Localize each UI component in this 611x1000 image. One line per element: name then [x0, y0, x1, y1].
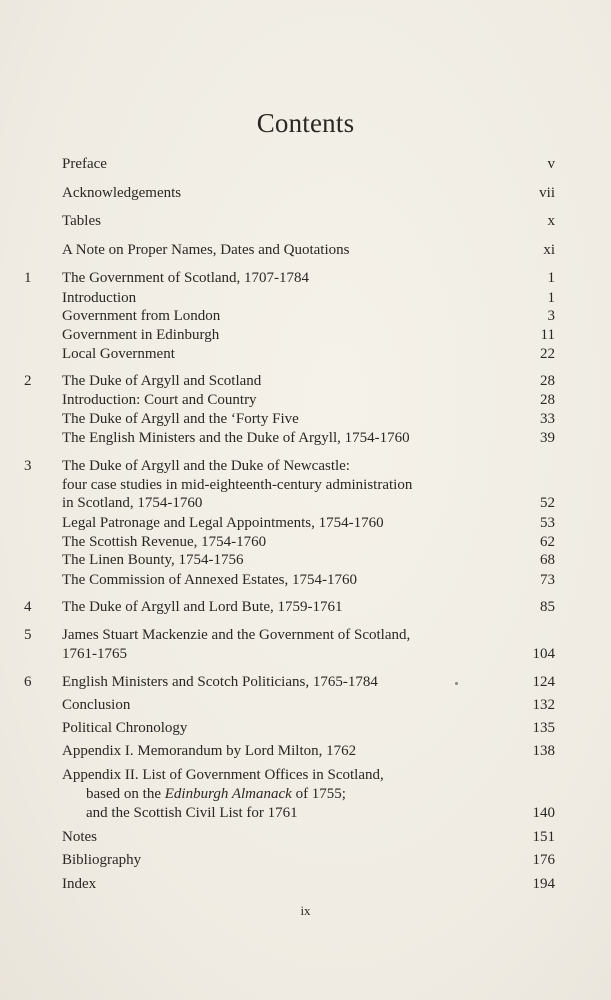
toc-entry-title: The English Ministers and the Duke of Argyll, 1754-1760 [62, 430, 410, 446]
almanack-title-italic: Edinburgh Almanack [164, 786, 292, 802]
toc-page-number: 62 [540, 534, 555, 550]
toc-entry-title: in Scotland, 1754-1760 [62, 495, 203, 511]
toc-entry-title: and the Scottish Civil List for 1761 [86, 805, 298, 821]
toc-entry-title: Government in Edinburgh [62, 327, 220, 343]
toc-page-number: 1 [547, 290, 555, 306]
toc-page-number: 176 [532, 852, 555, 868]
toc-entry-title: The Government of Scotland, 1707-1784 [62, 270, 310, 286]
toc-entry-title: Preface [62, 156, 107, 172]
toc-entry-title: four case studies in mid-eighteenth-century administration [62, 477, 413, 493]
toc-page-number: 22 [540, 346, 555, 362]
toc-page-number: 151 [532, 829, 555, 845]
chapter-number: 5 [24, 627, 32, 643]
toc-entry-title: James Stuart Mackenzie and the Government of Scotland, [62, 627, 411, 643]
toc-page-number: 11 [540, 327, 555, 343]
page-number: ix [300, 903, 311, 918]
toc-page-number: xi [543, 242, 555, 258]
toc-entry-title: Introduction: Court and Country [62, 392, 257, 408]
toc-entry-title: Appendix I. Memorandum by Lord Milton, 1762 [62, 743, 357, 759]
toc-page-number: 124 [532, 674, 555, 690]
toc-page-number: 1 [547, 270, 555, 286]
toc-entry-text-part: based on the [86, 786, 165, 802]
toc-entry-title: The Linen Bounty, 1754-1756 [62, 552, 244, 568]
toc-page-number: vii [539, 185, 555, 201]
chapter-number: 3 [24, 458, 32, 474]
toc-entry-title: Local Government [62, 346, 175, 362]
toc-page-number: 73 [540, 572, 555, 588]
chapter-number: 4 [24, 599, 32, 615]
toc-entry-title: English Ministers and Scotch Politicians, 1765-1784 [62, 674, 378, 690]
toc-entry-title: Government from London [62, 308, 221, 324]
toc-entry-title: Political Chronology [62, 720, 188, 736]
toc-entry-title: The Duke of Argyll and Lord Bute, 1759-1761 [62, 599, 343, 615]
chapter-number: 1 [24, 270, 32, 286]
contents-heading: Contents [256, 108, 355, 138]
toc-page-number: x [547, 213, 555, 229]
toc-entry-title: Legal Patronage and Legal Appointments, 1754-1760 [62, 515, 384, 531]
toc-page-number: 138 [532, 743, 555, 759]
toc-page-number: 194 [532, 876, 555, 892]
toc-entry-title: The Duke of Argyll and the ‘Forty Five [62, 411, 299, 427]
toc-page-number: 33 [540, 411, 555, 427]
toc-entry-title: Index [62, 876, 97, 892]
toc-page-number: 52 [540, 495, 555, 511]
toc-entry-title: 1761-1765 [62, 646, 127, 662]
toc-page-number: 28 [540, 392, 555, 408]
toc-entry-title: The Scottish Revenue, 1754-1760 [62, 534, 267, 550]
toc-page-number: 104 [532, 646, 555, 662]
toc-entry-title: The Duke of Argyll and the Duke of Newcastle: [62, 458, 350, 474]
toc-entry-title: Bibliography [62, 852, 142, 868]
toc-page-number: 132 [532, 697, 555, 713]
toc-entry-title: Introduction [62, 290, 137, 306]
toc-entry-title: Tables [62, 213, 101, 229]
toc-entry-text-part: of 1755; [291, 786, 346, 802]
toc-page-number: 3 [547, 308, 555, 324]
toc-entry-title: The Duke of Argyll and Scotland [62, 373, 262, 389]
toc-entry-title: A Note on Proper Names, Dates and Quotations [62, 242, 350, 258]
toc-entry-title [86, 785, 346, 804]
chapter-number: 2 [24, 373, 32, 389]
toc-entry-title: The Commission of Annexed Estates, 1754-1760 [62, 572, 357, 588]
toc-entry-title: Appendix II. List of Government Offices in Scotland, [62, 767, 384, 783]
toc-page-number: 68 [540, 552, 555, 568]
toc-page-number: 28 [540, 373, 555, 389]
toc-page-number: 85 [540, 599, 555, 615]
toc-entry-title: Acknowledgements [62, 185, 182, 201]
toc-entry-title: Notes [62, 829, 97, 845]
chapter-number: 6 [24, 674, 32, 690]
toc-page-number: 140 [532, 805, 555, 821]
toc-page-number: 53 [540, 515, 555, 531]
toc-page-number: 135 [532, 720, 555, 736]
toc-entry-title: Conclusion [62, 697, 131, 713]
toc-page-number: 39 [540, 430, 555, 446]
toc-page-number: v [547, 156, 555, 172]
